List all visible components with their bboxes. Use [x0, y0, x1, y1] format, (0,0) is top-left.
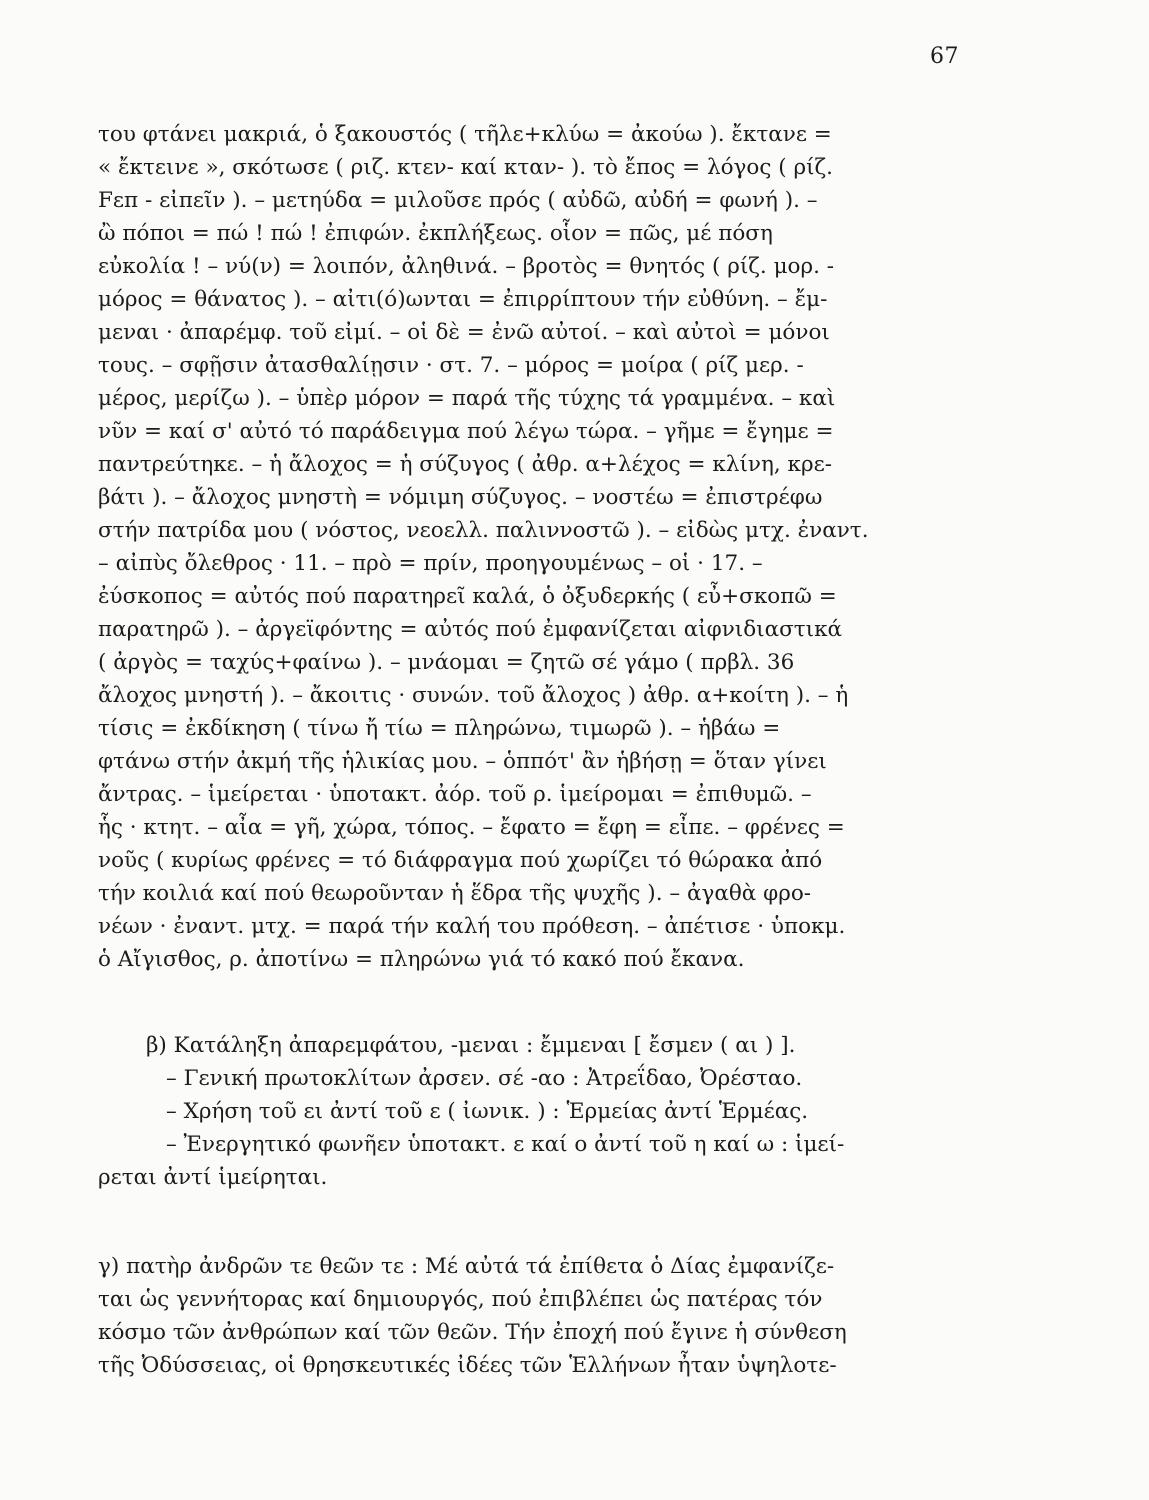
grammar-notes-block: [98, 1029, 964, 1194]
text-line: νῦν = καί σ' αὐτό τό παράδειγμα πού λέγω τώρα. – γῆμε = ἔγημε =: [98, 419, 834, 444]
text-line: μόρος = θάνατος ). – αἰτι(ό)ωνται = ἐπιρρίπτουν τήν εὐθύνη. – ἔμ-: [98, 287, 828, 312]
text-line: τίσις = ἐκδίκηση ( τίνω ἤ τίω = πληρώνω, τιμωρῶ ). – ἡβάω =: [98, 716, 781, 741]
text-line: β) Κατάληξη ἀπαρεμφάτου, -μεναι : ἔμμεναι [ ἔσμεν ( αι ) ].: [146, 1033, 796, 1058]
text-line: στήν πατρίδα μου ( νόστος, νεοελλ. παλιννοστῶ ). – εἰδὼς μτχ. ἐναντ.: [98, 518, 869, 543]
text-line: Fεπ - εἰπεῖν ). – μετηύδα = μιλοῦσε πρός ( αὐδῶ, αὐδή = φωνή ). –: [98, 188, 818, 213]
section-g-block: [98, 1250, 964, 1382]
text-line: τήν κοιλιά καί πού θεωροῦνταν ἡ ἕδρα τῆς ψυχῆς ). – ἀγαθὰ φρο-: [98, 881, 812, 906]
text-line: νοῦς ( κυρίως φρένες = τό διάφραγμα πού χωρίζει τό θώρακα ἀπό: [98, 848, 823, 873]
text-line: παρατηρῶ ). – ἀργεϊφόντης = αὐτός πού ἐμφανίζεται αἰφνιδιαστικά: [98, 617, 843, 642]
text-line: τῆς Ὀδύσσειας, οἱ θρησκευτικές ἰδέες τῶν Ἑλλήνων ἦταν ὑψηλοτε-: [98, 1353, 837, 1378]
text-line: παντρεύτηκε. – ἡ ἄλοχος = ἡ σύζυγος ( ἀθρ. α+λέχος = κλίνη, κρε-: [98, 452, 833, 477]
text-line: ἄλοχος μνηστή ). – ἄκοιτις · συνών. τοῦ ἄλοχος ) ἀθρ. α+κοίτη ). – ἡ: [98, 683, 849, 708]
text-line: ὢ πόποι = πώ ! πώ ! ἐπιφών. ἐκπλήξεως. οἷον = πῶς, μέ πόση: [98, 221, 773, 246]
text-line: μέρος, μερίζω ). – ὑπὲρ μόρον = παρά τῆς τύχης τά γραμμένα. – καὶ: [98, 386, 836, 411]
text-line: βάτι ). – ἄλοχος μνηστὴ = νόμιμη σύζυγος. – νοστέω = ἐπιστρέφω: [98, 485, 823, 510]
text-line: του φτάνει μακριά, ὁ ξακουστός ( τῆλε+κλύω = ἀκούω ). ἔκτανε =: [98, 122, 832, 147]
text-line: ὁ Αἴγισθος, ρ. ἀποτίνω = πληρώνω γιά τό κακό πού ἔκανα.: [98, 947, 745, 972]
text-line: νέων · ἐναντ. μτχ. = παρά τήν καλή του πρόθεση. – ἀπέτισε · ὑποκμ.: [98, 914, 846, 939]
text-line: ται ὡς γεννήτορας καί δημιουργός, πού ἐπιβλέπει ὡς πατέρας τόν: [98, 1287, 823, 1312]
text-line: « ἔκτεινε », σκότωσε ( ριζ. κτεν- καί κταν- ). τὸ ἔπος = λόγος ( ρίζ.: [98, 155, 833, 180]
glossary-block: [98, 118, 964, 976]
text-line: – Γενική πρωτοκλίτων ἀρσεν. σέ -αο : Ἀτρεΐδαο, Ὀρέσταο.: [166, 1066, 803, 1091]
text-line: ἐύσκοπος = αὐτός πού παρατηρεῖ καλά, ὁ ὀξυδερκής ( εὖ+σκοπῶ =: [98, 584, 837, 609]
text-line: – Χρήση τοῦ ει ἀντί τοῦ ε ( ἰωνικ. ) : Ἑρμείας ἀντί Ἑρμέας.: [166, 1099, 809, 1124]
text-line: τους. – σφῇσιν ἀτασθαλίῃσιν · στ. 7. – μόρος = μοίρα ( ρίζ μερ. -: [98, 353, 804, 378]
text-line: φτάνω στήν ἀκμή τῆς ἡλικίας μου. – ὁππότ' ἂν ἡβήσῃ = ὅταν γίνει: [98, 749, 827, 774]
text-line: ρεται ἀντί ἱμείρηται.: [98, 1165, 328, 1190]
text-line: – αἰπὺς ὄλεθρος · 11. – πρὸ = πρίν, προηγουμένως – οἱ · 17. –: [98, 551, 763, 576]
text-line: ἄντρας. – ἱμείρεται · ὑποτακτ. ἀόρ. τοῦ ρ. ἱμείρομαι = ἐπιθυμῶ. –: [98, 782, 812, 807]
text-line: – Ἐνεργητικό φωνῆεν ὑποτακτ. ε καί ο ἀντί τοῦ η καί ω : ἱμεί-: [166, 1132, 845, 1157]
page-number: 67: [930, 44, 959, 69]
text-line: μεναι · ἀπαρέμφ. τοῦ εἰμί. – οἱ δὲ = ἐνῶ αὐτοί. – καὶ αὐτοὶ = μόνοι: [98, 320, 830, 345]
text-line: ἧς · κτητ. – αἶα = γῆ, χώρα, τόπος. – ἔφατο = ἔφη = εἶπε. – φρένες =: [98, 815, 845, 840]
text-line: κόσμο τῶν ἀνθρώπων καί τῶν θεῶν. Τήν ἐποχή πού ἔγινε ἡ σύνθεση: [98, 1320, 847, 1345]
text-line: ( ἀργὸς = ταχύς+φαίνω ). – μνάομαι = ζητῶ σέ γάμο ( πρβλ. 36: [98, 650, 795, 675]
text-line: γ) πατὴρ ἀνδρῶν τε θεῶν τε : Μέ αὐτά τά ἐπίθετα ὁ Δίας ἐμφανίζε-: [98, 1254, 835, 1279]
text-line: εὐκολία ! – νύ(ν) = λοιπόν, ἀληθινά. – βροτὸς = θνητός ( ρίζ. μορ. -: [98, 254, 835, 279]
